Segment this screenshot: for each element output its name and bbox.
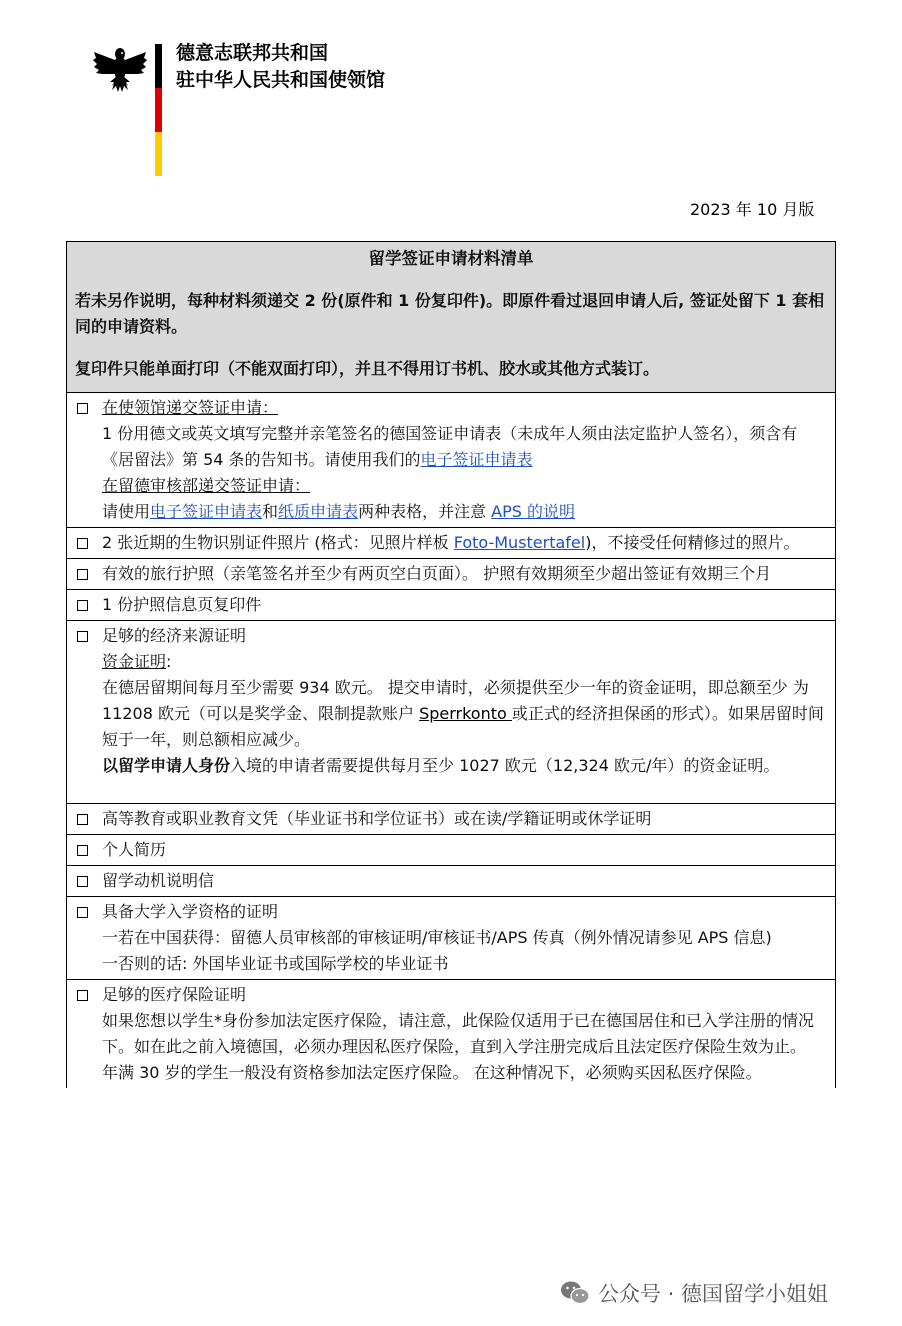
checkbox[interactable] [77, 600, 88, 611]
passport-copy-text: 1 份护照信息页复印件 [102, 595, 262, 614]
printing-note: 复印件只能单面打印（不能双面打印），并且不得用订书机、胶水或其他方式装订。 [75, 359, 660, 378]
applicant-type-bold: 以留学申请人身份 [102, 756, 231, 775]
requirements-checklist [66, 241, 836, 1088]
wechat-icon [560, 1280, 590, 1306]
insurance-para-1: 如果您想以学生*身份参加法定医疗保险，请注意，此保险仅适用于已在德国居住和已入学注册的情况下。如在此之前入境德国，必须办理因私医疗保险，直到入学注册完成后且法定医疗保险生效为止。 [102, 1011, 815, 1056]
checklist-row-university-entrance [67, 897, 836, 980]
checkbox[interactable] [77, 403, 88, 414]
embassy-submission-text: 1 份用德文或英文填写完整并亲笔签名的德国签证申请表（未成年人须由法定监护人签名），须含有《居留法》第 54 条的告知书。请使用我们的 [102, 424, 798, 469]
finances-title: 足够的经济来源证明 [102, 626, 247, 645]
org-line-2: 驻中华人民共和国使领馆 [176, 69, 386, 91]
aps-text: 两种表格，并注意 [358, 502, 492, 521]
checkbox[interactable] [77, 631, 88, 642]
funds-text: 或正式的经济担保函的形式）。如果居留时间短于一年，则总额相应减少。 [102, 704, 824, 749]
entrance-other: 一否则的话: 外国毕业证书或国际学校的毕业证书 [102, 954, 449, 973]
checklist-row-application [67, 393, 836, 528]
checklist-row-passport [67, 559, 836, 590]
checkbox[interactable] [77, 538, 88, 549]
embassy-name [176, 40, 385, 94]
checklist-row-insurance [67, 980, 836, 1089]
aps-text: 请使用 [102, 502, 151, 521]
checklist-row-motivation [67, 866, 836, 897]
aps-text: 和 [262, 502, 279, 521]
sperrkonto-link[interactable]: Sperrkonto [419, 704, 512, 723]
checkbox[interactable] [77, 907, 88, 918]
insurance-title: 足够的医疗保险证明 [102, 985, 247, 1004]
federal-eagle-icon [92, 40, 148, 96]
applicant-funds-text: 入境的申请者需要提供每月至少 1027 欧元（12,324 欧元/年）的资金证明。 [230, 756, 780, 775]
checkbox[interactable] [77, 845, 88, 856]
photos-text: )，不接受任何精修过的照片。 [585, 533, 800, 552]
checklist-row-diploma [67, 804, 836, 835]
entrance-china: 一若在中国获得：留德人员审核部的审核证明/审核证书/APS 传真（例外情况请参见 APS 信息) [102, 928, 772, 947]
checklist-row-finances [67, 621, 836, 804]
colon: : [166, 652, 172, 671]
org-line-1: 德意志联邦共和国 [176, 42, 329, 64]
checklist-header [67, 242, 836, 393]
checkbox[interactable] [77, 876, 88, 887]
motivation-text: 留学动机说明信 [102, 871, 215, 890]
funds-proof-heading: 资金证明 [102, 652, 167, 671]
checklist-row-passport-copy [67, 590, 836, 621]
cv-text: 个人简历 [102, 840, 167, 859]
edition-date: 2023 年 10 月版 [690, 200, 815, 219]
embassy-submission-heading: 在使领馆递交签证申请： [102, 398, 279, 417]
checkbox[interactable] [77, 814, 88, 825]
e-visa-form-link[interactable]: 电子签证申请表 [420, 450, 533, 469]
german-flag-bar [155, 44, 162, 176]
checklist-title: 留学签证申请材料清单 [368, 249, 534, 268]
checklist-row-photos [67, 528, 836, 559]
entrance-title: 具备大学入学资格的证明 [102, 902, 279, 921]
checkbox[interactable] [77, 990, 88, 1001]
checkbox[interactable] [77, 569, 88, 580]
foto-mustertafel-link[interactable]: Foto-Mustertafel [453, 533, 586, 552]
watermark [560, 1278, 828, 1308]
passport-text: 有效的旅行护照（亲笔签名并至少有两页空白页面）。 护照有效期须至少超出签证有效期三个月 [102, 564, 772, 583]
watermark-text: 公众号 · 德国留学小姐姐 [598, 1282, 829, 1306]
checklist-row-cv [67, 835, 836, 866]
copies-note: 若未另作说明，每种材料须递交 2 份(原件和 1 份复印件)。即原件看过退回申请人后, 签证处留下 1 套相同的申请资料。 [75, 291, 825, 336]
aps-instructions-link[interactable]: APS 的说明 [491, 502, 575, 521]
photos-text: 2 张近期的生物识别证件照片 (格式：见照片样板 [102, 533, 454, 552]
insurance-para-2: 年满 30 岁的学生一般没有资格参加法定医疗保险。 在这种情况下，必须购买因私医疗保险。 [102, 1063, 762, 1082]
e-visa-form-link-2[interactable]: 电子签证申请表 [150, 502, 263, 521]
diploma-text: 高等教育或职业教育文凭（毕业证书和学位证书）或在读/学籍证明或休学证明 [102, 809, 652, 828]
paper-form-link[interactable]: 纸质申请表 [278, 502, 359, 521]
aps-submission-heading: 在留德审核部递交签证申请： [102, 476, 311, 495]
funds-text: 在德居留期间每月至少需要 934 欧元。 提交申请时，必须提供至少一年的资金证明，即总额至少 为 11208 欧元（可以是奖学金、限制提款账户 [102, 678, 809, 723]
